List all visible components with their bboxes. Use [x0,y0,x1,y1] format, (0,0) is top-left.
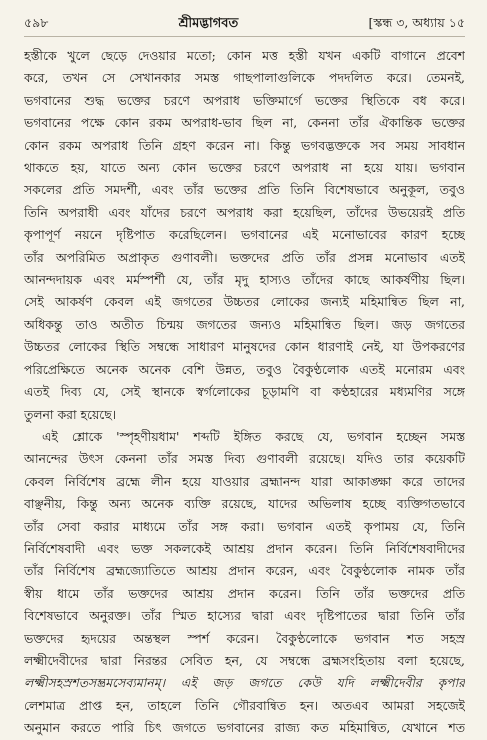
text-line: সকলের প্রতি সমদর্শী, এবং তাঁর ভক্তের প্রতি তিনি বিশেষভাবে অনুকূল, তবুও [24,182,465,198]
text-line: কৃপাপূর্ণ নয়নে দৃষ্টিপাত করেছিলেন। ভগবানের এই মনোভাবের কারণ হচ্ছে [24,227,465,243]
text-line: স্বীয় ধামে তাঁর ভক্তদের আশ্রয় প্রদান করেন। তিনি তাঁর ভক্তদের প্রতি [24,585,465,601]
text-line: তিনি অপরাধী এবং যাঁদের চরণে অপরাধ করা হয়েছিল, তাঁদের উভয়েরই প্রতি [24,204,465,220]
paragraph-1 [24,45,465,426]
text-line: অধিকন্তু তাও অতীত চিন্ময় জগতের জন্যও মহিমান্বিত ছিল। জড় জগতের [24,316,465,332]
text-line: সেই আকর্ষণ কেবল এই জগতের উচ্চতর লোকের জন্যই মহিমান্বিত ছিল না, [24,294,465,310]
text-line: ভগবানের শুদ্ধ ভক্তের চরণে অপরাধ ভক্তিমার্গে ভক্তের স্থিতিকে বধ করে। [24,92,465,108]
text-line: এতই দিব্য যে, সেই স্থানকে স্বর্গলোকের চূড়ামণি বা কণ্ঠহারের মধ্যমণির সঙ্গে [24,384,465,400]
text-line: তুলনা করা হয়েছে। [24,406,117,422]
text-line: করে, তখন সে সেখানকার সমস্ত গাছপালাগুলিকে পদদলিত করে। তেমনই, [24,70,465,86]
text-line: ভগবানের পক্ষে কোন রকম অপরাধ-ভাব ছিল না, কেননা তাঁর ঐকান্তিক ভক্তের [24,115,465,131]
page-number: ৫৯৮ [24,15,49,30]
text-line: থাকতে হয়, যাতে অন্য কোন ভক্তের চরণে অপরাধ না হয়ে যায়। ভগবান [24,160,465,176]
text-line: এই শ্লোকে 'স্পৃহণীয়ধাম' শব্দটি ইঙ্গিত করছে যে, ভগবান হচ্ছেন সমস্ত [42,428,465,444]
text-line: লক্ষ্মীসহস্রশতসম্ভ্রমসেব্যমানম্। এই জড় জগতে কেউ যদি লক্ষ্মীদেবীর কৃপার [24,675,465,691]
text-line: লক্ষ্মীদেবীদের দ্বারা নিরন্তর সেবিত হন, যে সম্বন্ধে ব্রহ্মসংহিতায় বলা হয়েছে, [24,652,465,668]
page-header [24,10,465,37]
text-line: তাঁর অপরিমিত অপ্রাকৃত গুণাবলী। ভক্তদের প্রতি তাঁর প্রসন্ন মনোভাব এতই [24,249,465,265]
text-line: হস্তীকে খুলে ছেড়ে দেওয়ার মতো; কোন মত্ত হস্তী যখন একটি বাগানে প্রবেশ [24,48,465,63]
text-line: নির্বিশেষবাদী এবং ভক্ত সকলকেই আশ্রয় প্রদান করেন। তিনি নির্বিশেষবাদীদের [24,540,465,556]
text-line: অনুমান করতে পারি চিৎ জগতে ভগবানের রাজ্য কত মহিমান্বিত, যেখানে শত [24,720,465,736]
text-line: উচ্চতর লোকের স্থিতি সম্বন্ধে সাধারণ মানুষদের কোন ধারণাই নেই, যা উপকরণের [24,339,465,355]
paragraph-2 [24,426,465,740]
text-line: তাঁর সেবা করার মাধ্যমে তাঁর সঙ্গ করা। ভগবান এতই কৃপাময় যে, তিনি [24,518,465,534]
book-title: শ্রীমদ্ভাগবত [178,16,239,31]
text-line: ভক্তদের হৃদয়ের অন্তস্থল স্পর্শ করেন। বৈকুণ্ঠলোকে ভগবান শত সহস্র [24,630,465,646]
text-line: বিশেষভাবে অনুরক্ত। তাঁর স্মিত হাস্যের দ্বারা এবং দৃষ্টিপাতের দ্বারা তিনি তাঁর [24,608,465,624]
purport-text [24,45,465,740]
text-line: কোন রকম অপরাধ তিনি গ্রহণ করেন না। কিন্তু ভগবদ্ভক্তকে সব সময় সাবধান [24,137,465,153]
text-line: কেবল নির্বিশেষ ব্রহ্মে লীন হয়ে যাওয়ার ব্রহ্মানন্দ যারা আকাঙ্ক্ষা করে তাদের [24,473,465,489]
text-line: আনন্দের উৎস কেননা তাঁর সমস্ত দিব্য গুণাবলী রয়েছে। যদিও তার কয়েকটি [24,451,465,467]
text-line: তাঁর নির্বিশেষ ব্রহ্মজ্যোতিতে আশ্রয় প্রদান করেন, এবং বৈকুণ্ঠলোক নামক তাঁর [24,563,465,579]
chapter-reference: [স্কন্ধ ৩, অধ্যায় ১৫ [368,15,465,30]
text-line: আনন্দদায়ক এবং মর্মস্পর্শী যে, তাঁর মৃদু হাস্যও তাঁদের কাছে আকর্ষণীয় ছিল। [24,272,465,288]
text-line: লেশমাত্র প্রাপ্ত হন, তাহলে তিনি গৌরবান্বিত হন। অতএব আমরা সহজেই [24,697,465,713]
text-line: পরিপ্রেক্ষিতে অনেক অনেক বেশি উন্নত, তবুও বৈকুণ্ঠলোক এতই মনোরম এবং [24,361,465,377]
text-line: বাঞ্ছনীয়, কিন্তু অন্য অনেক ব্যক্তি রয়েছে, যাদের অভিলাষ হচ্ছে ব্যক্তিগতভাবে [24,496,465,512]
